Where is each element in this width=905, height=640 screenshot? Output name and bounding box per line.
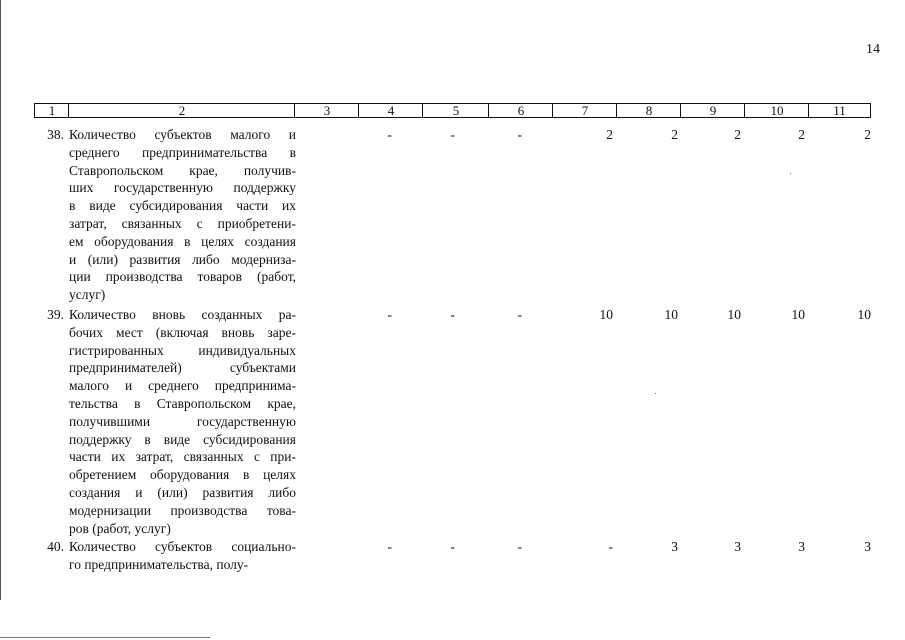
description-line: малого и среднего предпринима- bbox=[69, 378, 296, 394]
header-cell: 5 bbox=[422, 103, 489, 118]
description-line: модернизации производства това- bbox=[69, 502, 296, 518]
header-cell: 6 bbox=[488, 103, 553, 118]
description-line: Количество субъектов малого и bbox=[69, 127, 296, 142]
description-line: тельства в Ставропольском крае, bbox=[69, 395, 296, 411]
value-cell-col-5: - bbox=[450, 307, 455, 322]
value-cell-col-11: 2 bbox=[864, 127, 871, 142]
value-cell-col-8: 10 bbox=[664, 307, 678, 322]
description-line: Количество вновь созданных ра- bbox=[69, 307, 296, 322]
value-cell-col-10: 3 bbox=[798, 539, 805, 554]
value-cell-col-7: 10 bbox=[599, 307, 613, 322]
description-line: услуг) bbox=[69, 287, 106, 303]
description-line: го предпринимательства, полу- bbox=[69, 556, 249, 572]
value-cell-col-5: - bbox=[450, 127, 455, 142]
value-cell-col-8: 2 bbox=[671, 127, 678, 142]
bottom-edge-line bbox=[0, 637, 210, 638]
value-cell-col-6: - bbox=[517, 307, 522, 322]
value-cell-col-11: 3 bbox=[864, 539, 871, 554]
description-line: бочих мест (включая вновь заре- bbox=[69, 324, 296, 340]
description-line: части их затрат, связанных с при- bbox=[69, 449, 296, 465]
description-line: создания и (или) развития либо bbox=[69, 484, 296, 500]
description-line: Ставропольском крае, получив- bbox=[69, 162, 296, 178]
value-cell-col-7: - bbox=[608, 539, 613, 554]
row-description bbox=[69, 126, 296, 304]
header-cell: 11 bbox=[808, 103, 871, 118]
description-line: в виде субсидирования части их bbox=[69, 198, 296, 214]
header-cell: 8 bbox=[616, 103, 681, 118]
description-line: ем оборудования в целях создания bbox=[69, 233, 296, 249]
description-line: затрат, связанных с приобретени- bbox=[69, 215, 296, 231]
header-cell: 9 bbox=[680, 103, 745, 118]
header-cell: 4 bbox=[358, 103, 423, 118]
description-line: ших государственную поддержку bbox=[69, 180, 296, 196]
header-cell: 1 bbox=[34, 103, 69, 118]
description-line: гистрированных индивидуальных bbox=[69, 342, 296, 358]
header-cell: 10 bbox=[744, 103, 809, 118]
value-cell-col-8: 3 bbox=[671, 539, 678, 554]
value-cell-col-10: 10 bbox=[791, 307, 805, 322]
value-cell-col-6: - bbox=[517, 127, 522, 142]
value-cell-col-6: - bbox=[517, 539, 522, 554]
value-cell-col-5: - bbox=[450, 539, 455, 554]
row-number: 39. bbox=[47, 307, 64, 322]
value-cell-col-4: - bbox=[387, 127, 392, 142]
row-description bbox=[69, 306, 296, 537]
description-line: обретением оборудования в целях bbox=[69, 467, 296, 483]
description-line: и (или) развития либо модерниза- bbox=[69, 251, 296, 267]
value-cell-col-10: 2 bbox=[798, 127, 805, 142]
value-cell-col-9: 2 bbox=[734, 127, 741, 142]
row-number: 40. bbox=[47, 539, 64, 554]
scan-speck bbox=[655, 393, 656, 394]
value-cell-col-4: - bbox=[387, 307, 392, 322]
header-cell: 7 bbox=[552, 103, 617, 118]
description-line: поддержку в виде субсидирования bbox=[69, 431, 296, 447]
value-cell-col-7: 2 bbox=[606, 127, 613, 142]
left-edge-line bbox=[0, 0, 1, 600]
header-cell: 2 bbox=[68, 103, 295, 118]
row-description bbox=[69, 538, 296, 574]
value-cell-col-9: 10 bbox=[727, 307, 741, 322]
page-number: 14 bbox=[866, 42, 880, 57]
description-line: Количество субъектов социально- bbox=[69, 539, 296, 554]
value-cell-col-4: - bbox=[387, 539, 392, 554]
value-cell-col-9: 3 bbox=[734, 539, 741, 554]
row-number: 38. bbox=[47, 127, 64, 142]
description-line: среднего предпринимательства в bbox=[69, 144, 296, 160]
scan-speck bbox=[790, 173, 791, 174]
description-line: ров (работ, услуг) bbox=[69, 520, 171, 536]
description-line: предпринимателей) субъектами bbox=[69, 360, 296, 376]
value-cell-col-11: 10 bbox=[857, 307, 871, 322]
description-line: ции производства товаров (работ, bbox=[69, 269, 296, 285]
description-line: получившими государственную bbox=[69, 413, 296, 429]
header-cell: 3 bbox=[294, 103, 359, 118]
